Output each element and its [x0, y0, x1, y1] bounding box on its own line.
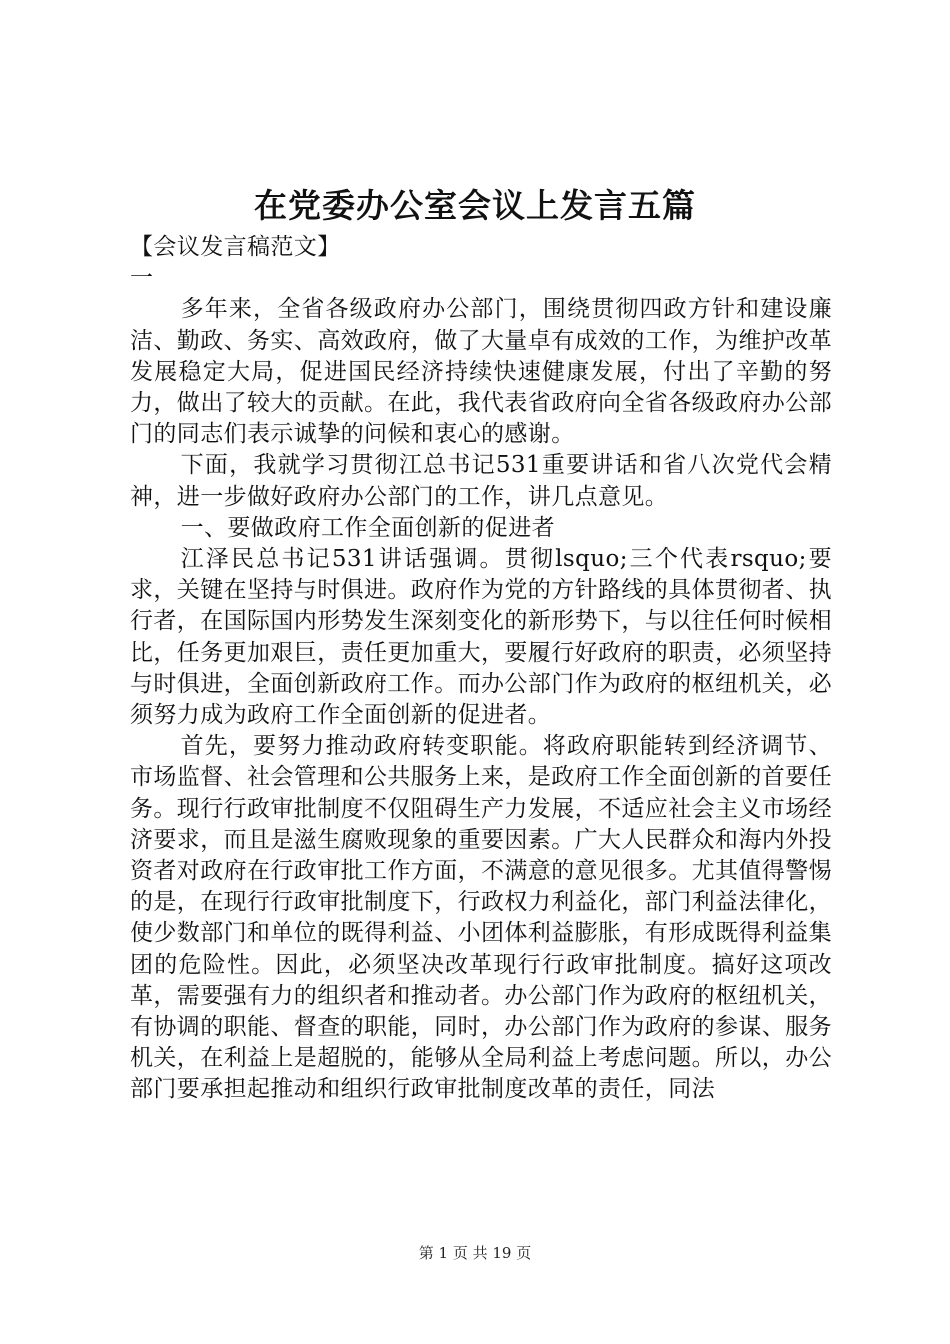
page-number: 第 1 页 共 19 页 — [418, 1244, 532, 1262]
paragraph-intro: 多年来，全省各级政府办公部门，围绕贯彻四政方针和建设廉洁、勤政、务实、高效政府，做了大量卓有成效的工作，为维护改革发展稳定大局，促进国民经济持续快速健康发展，付出了辛勤的努力，做出了较大的贡献。在此，我代表省政府向全省各级政府办公部门的同志们表示诚挚的问候和衷心的感谢。 — [130, 296, 832, 448]
document-body — [130, 232, 832, 1106]
document-title: 在党委办公室会议上发言五篇 — [254, 186, 696, 225]
section-marker: 一 — [130, 265, 154, 292]
paragraph-section-1: 江泽民总书记531讲话强调。贯彻lsquo;三个代表rsquo;要求，关键在坚持与时俱进。政府作为党的方针路线的具体贯彻者、执行者，在国际国内形势发生深刻变化的新形势下，与以往任何时候相比，任务更加艰巨，责任更加重大，要履行好政府的职责，必须坚持与时俱进，全面创新政府工作。而办公部门作为政府的枢纽机关，必须努力成为政府工作全面创新的促进者。 — [130, 546, 832, 729]
paragraph-first-point: 首先，要努力推动政府转变职能。将政府职能转到经济调节、市场监督、社会管理和公共服务上来，是政府工作全面创新的首要任务。现行行政审批制度不仅阻碍生产力发展，不适应社会主义市场经济要求，而且是滋生腐败现象的重要因素。广大人民群众和海内外投资者对政府在行政审批工作方面，不满意的意见很多。尤其值得警惕的是，在现行行政审批制度下，行政权力利益化，部门利益法律化，使少数部门和单位的既得利益、小团体利益膨胀，有形成既得利益集团的危险性。因此，必须坚决改革现行行政审批制度。搞好这项改革，需要强有力的组织者和推动者。办公部门作为政府的枢纽机关，有协调的职能、督查的职能，同时，办公部门作为政府的参谋、服务机关，在利益上是超脱的，能够从全局利益上考虑问题。所以，办公部门要承担起推动和组织行政审批制度改革的责任，同法 — [130, 733, 832, 1103]
document-subtitle: 【会议发言稿范文】 — [130, 234, 341, 260]
paragraph-agenda: 下面，我就学习贯彻江总书记531重要讲话和省八次党代会精神，进一步做好政府办公部门的工作，讲几点意见。 — [130, 452, 832, 510]
section-heading-1: 一、要做政府工作全面创新的促进者 — [180, 514, 555, 541]
